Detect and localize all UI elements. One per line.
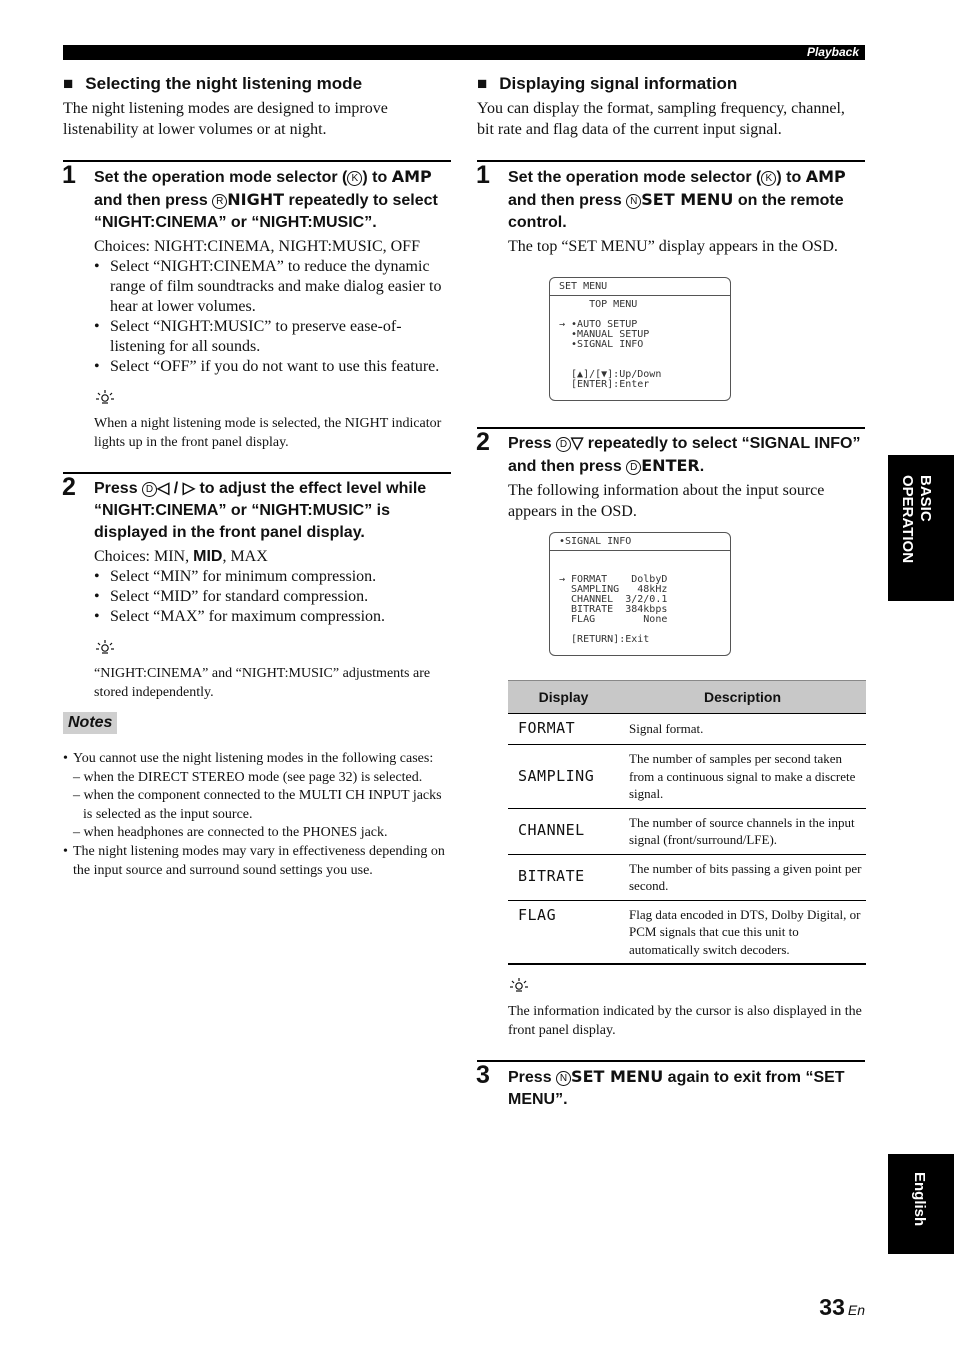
list-item: • Select “MAX” for maximum compression. <box>110 607 451 627</box>
column-header: Display <box>508 681 619 714</box>
osd-signal-info <box>549 532 731 656</box>
list-item: • Select “MIN” for minimum compression. <box>110 567 451 587</box>
notes-list <box>63 750 451 880</box>
step-instruction: Set the operation mode selector ( K ) to AMP and then press N SET MENU on the remote control. <box>508 167 846 231</box>
night-step-1 <box>63 160 451 452</box>
step-body: The top “SET MENU” display appears in the OSD. <box>508 238 838 255</box>
choices-text: Choices: NIGHT:CINEMA, NIGHT:MUSIC, OFF <box>94 238 420 255</box>
display-cell: SAMPLING <box>508 745 619 809</box>
night-mode-intro: The night listening modes are designed to improve listenability at lower volumes or at night. <box>63 100 388 138</box>
note-subitem: – when the DIRECT STEREO mode (see page 32) is selected. <box>73 769 423 785</box>
signal-tip <box>477 965 865 1040</box>
note-subitem: – when headphones are connected to the PHONES jack. <box>73 825 388 841</box>
key-r-icon: R <box>212 194 227 209</box>
header-bar <box>63 45 865 60</box>
step-instruction: Press D ◁ / ▷ to adjust the effect level while “NIGHT:CINEMA” or “NIGHT:MUSIC” is displayed in the front panel display. <box>94 480 427 541</box>
note-item: • You cannot use the night listening modes in the following cases: – when the DIRECT STEREO mode (see page 32) is selected. – when the component connected to the MULTI CH INPUT jacks is selected as the input source. – when headphones are connected to the PHONES jack. <box>63 750 451 843</box>
list-item: • Select “NIGHT:MUSIC” to preserve ease-of-listening for all sounds. <box>110 317 451 357</box>
key-d-icon: D <box>142 482 157 497</box>
description-cell: The number of bits passing a given point per second. <box>619 854 866 900</box>
table-row <box>508 714 866 745</box>
key-n-icon: N <box>626 194 641 209</box>
osd-body: TOP MENU → •AUTO SETUP •MANUAL SETUP •SIGNAL INFO [▲]/[▼]:Up/Down [ENTER]:Enter <box>559 299 662 390</box>
key-n-icon: N <box>556 1071 571 1086</box>
step-number: 3 <box>476 1061 490 1089</box>
signal-info-heading: ■ Displaying signal information <box>477 74 738 93</box>
description-cell: Signal format. <box>619 714 866 745</box>
step-instruction: Set the operation mode selector ( K ) to AMP and then press R NIGHT repeatedly to select “NIGHT:CINEMA” or “NIGHT:MUSIC”. <box>94 167 438 231</box>
page-number: 33 En <box>819 1294 865 1320</box>
key-d-icon: D <box>626 460 641 475</box>
osd-title: SET MENU <box>550 278 730 296</box>
step-number: 2 <box>476 428 490 456</box>
english-tab: English <box>888 1154 954 1254</box>
step-number: 1 <box>476 161 490 189</box>
osd-body: → FORMAT DolbyD SAMPLING 48kHz CHANNEL 3/2/0.1 BITRATE 384kbps FLAG None [RETURN]:Exit <box>559 574 668 645</box>
display-cell: CHANNEL <box>508 808 619 854</box>
step-body: The following information about the input source appears in the OSD. <box>508 482 825 520</box>
display-cell: FLAG <box>508 900 619 964</box>
section-label: Playback <box>806 45 859 59</box>
square-bullet-icon: ■ <box>477 74 488 93</box>
night-mode-heading: ■ Selecting the night listening mode <box>63 74 363 93</box>
basic-operation-tab: BASIC OPERATION <box>888 455 954 601</box>
step-number: 1 <box>62 161 76 189</box>
table-row <box>508 854 866 900</box>
signal-info-intro: You can display the format, sampling frequency, channel, bit rate and flag data of the current input signal. <box>477 100 845 138</box>
osd-set-menu <box>549 277 731 401</box>
tip-bulb-icon <box>94 639 116 660</box>
description-cell: The number of source channels in the input signal (front/surround/LFE). <box>619 808 866 854</box>
table-row <box>508 808 866 854</box>
key-k-icon: K <box>761 171 776 186</box>
bullet-list <box>94 257 451 377</box>
table-header-row <box>508 681 866 714</box>
description-cell: The number of samples per second taken from a continuous signal to make a discrete signal. <box>619 745 866 809</box>
signal-step-1 <box>477 160 865 257</box>
step-instruction: Press N SET MENU again to exit from “SET MENU”. <box>508 1067 845 1108</box>
tip-text: The information indicated by the cursor is also displayed in the front panel display. <box>508 1004 862 1038</box>
step-number: 2 <box>62 473 76 501</box>
right-column <box>477 74 865 1111</box>
list-item: • Select “MID” for standard compression. <box>110 587 451 607</box>
signal-info-table <box>508 680 866 965</box>
tip-bulb-icon <box>508 977 530 998</box>
note-subitem: – when the component connected to the MULTI CH INPUT jacks is selected as the input source. <box>73 788 442 822</box>
step-instruction: Press D ▽ repeatedly to select “SIGNAL INFO” and then press D ENTER. <box>508 435 861 475</box>
choices-text: Choices: MIN, MID, MAX <box>94 548 268 565</box>
column-header: Description <box>619 681 866 714</box>
square-bullet-icon: ■ <box>63 74 74 93</box>
table-row <box>508 900 866 964</box>
key-k-icon: K <box>347 171 362 186</box>
left-column <box>63 74 451 880</box>
osd-title: •SIGNAL INFO <box>550 533 730 551</box>
notes-heading: Notes <box>63 712 117 734</box>
list-item: • Select “NIGHT:CINEMA” to reduce the dynamic range of film soundtracks and make dialog easier to hear at lower volumes. <box>110 257 451 317</box>
key-d-icon: D <box>556 437 571 452</box>
display-cell: FORMAT <box>508 714 619 745</box>
tip-text: When a night listening mode is selected, the NIGHT indicator lights up in the front panel display. <box>94 416 442 450</box>
list-item: • Select “OFF” if you do not want to use this feature. <box>110 357 451 377</box>
bullet-list <box>94 567 451 627</box>
night-step-2 <box>63 472 451 702</box>
table-row <box>508 745 866 809</box>
tip-bulb-icon <box>94 389 116 410</box>
tip-text: “NIGHT:CINEMA” and “NIGHT:MUSIC” adjustments are stored independently. <box>94 666 431 700</box>
signal-step-3 <box>477 1060 865 1111</box>
signal-step-2 <box>477 427 865 522</box>
note-item: • The night listening modes may vary in effectiveness depending on the input source and surround sound settings you use. <box>63 843 451 880</box>
description-cell: Flag data encoded in DTS, Dolby Digital, or PCM signals that cue this unit to automatically switch decoders. <box>619 900 866 964</box>
display-cell: BITRATE <box>508 854 619 900</box>
